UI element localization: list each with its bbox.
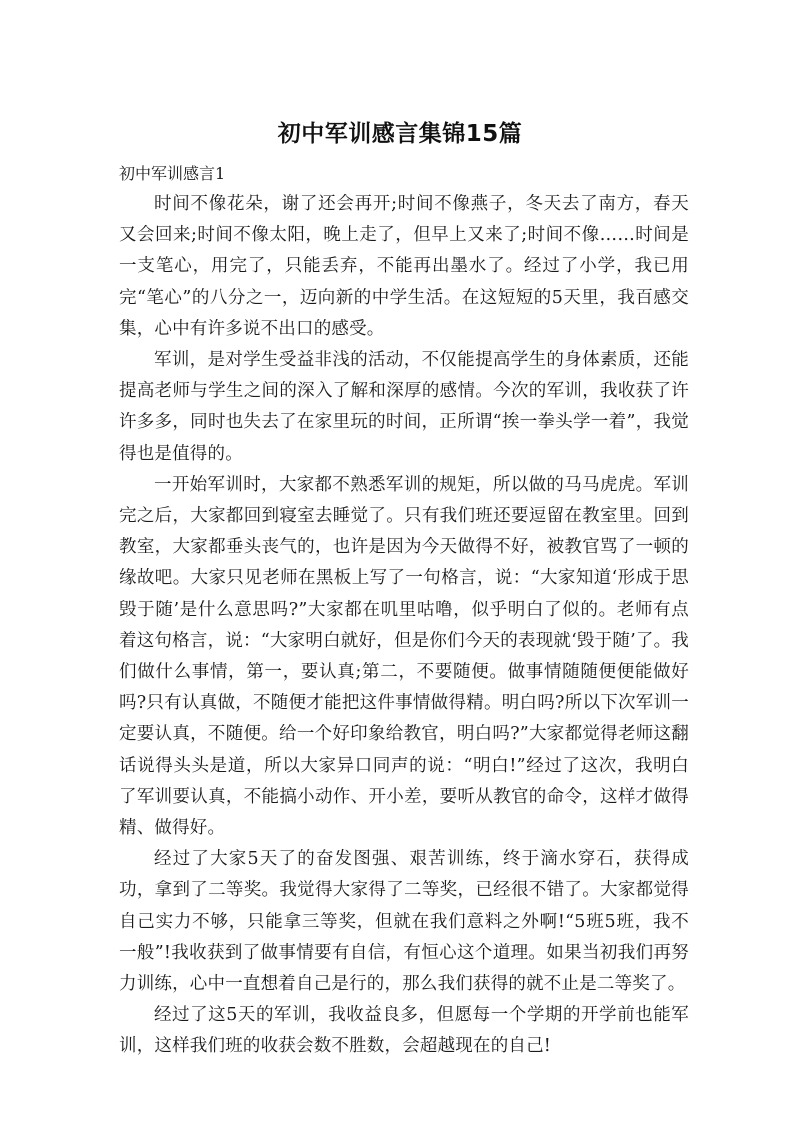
document-body [119, 163, 689, 1063]
paragraph-5: 经过了这5天的军训，我收益良多，但愿每一个学期的开学前也能军训，这样我们班的收获会数不胜数，会超越现在的自己! [119, 1005, 689, 1057]
paragraph-4: 经过了大家5天了的奋发图强、艰苦训练，终于滴水穿石，获得成功，拿到了二等奖。我觉得大家得了二等奖，已经很不错了。大家都觉得自己实力不够，只能拿三等奖，但就在我们意料之外啊!“5班5班，我不一般”!我收获到了做事情要有自信，有恒心这个道理。如果当初我们再努力训练，心中一直想着自己是行的，那么我们获得的就不止是二等奖了。 [119, 849, 689, 995]
paragraph-3: 一开始军训时，大家都不熟悉军训的规矩，所以做的马马虎虎。军训完之后，大家都回到寝室去睡觉了。只有我们班还要逗留在教室里。回到教室，大家都垂头丧气的，也许是因为今天做得不好，被教官骂了一顿的缘故吧。大家只见老师在黑板上写了一句格言，说：“大家知道‘形成于思毁于随’是什么意思吗?”大家都在叽里咕噜，似乎明白了似的。老师有点着这句格言，说：“大家明白就好，但是你们今天的表现就‘毁于随’了。我们做什么事情，第一，要认真;第二，不要随便。做事情随随便便能做好吗?只有认真做，不随便才能把这件事情做得精。明白吗?所以下次军训一定要认真，不随便。给一个好印象给教官，明白吗?”大家都觉得老师这翻话说得头头是道，所以大家异口同声的说：“明白!”经过了这次，我明白了军训要认真，不能搞小动作、开小差，要听从教官的命令，这样才做得精、做得好。 [119, 474, 689, 839]
document-title: 初中军训感言集锦15篇 [277, 121, 523, 147]
paragraph-2: 军训，是对学生受益非浅的活动，不仅能提高学生的身体素质，还能提高老师与学生之间的深入了解和深厚的感情。今次的军训，我收获了许许多多，同时也失去了在家里玩的时间，正所谓“挨一拳头学一着”，我觉得也是值得的。 [119, 350, 689, 464]
paragraph-1: 时间不像花朵，谢了还会再开;时间不像燕子，冬天去了南方，春天又会回来;时间不像太阳，晚上走了，但早上又来了;时间不像……时间是一支笔心，用完了，只能丢弃，不能再出墨水了。经过了小学，我已用完“笔心”的八分之一，迈向新的中学生活。在这短短的5天里，我百感交集，心中有许多说不出口的感受。 [119, 194, 689, 339]
section-heading: 初中军训感言1 [119, 164, 226, 183]
